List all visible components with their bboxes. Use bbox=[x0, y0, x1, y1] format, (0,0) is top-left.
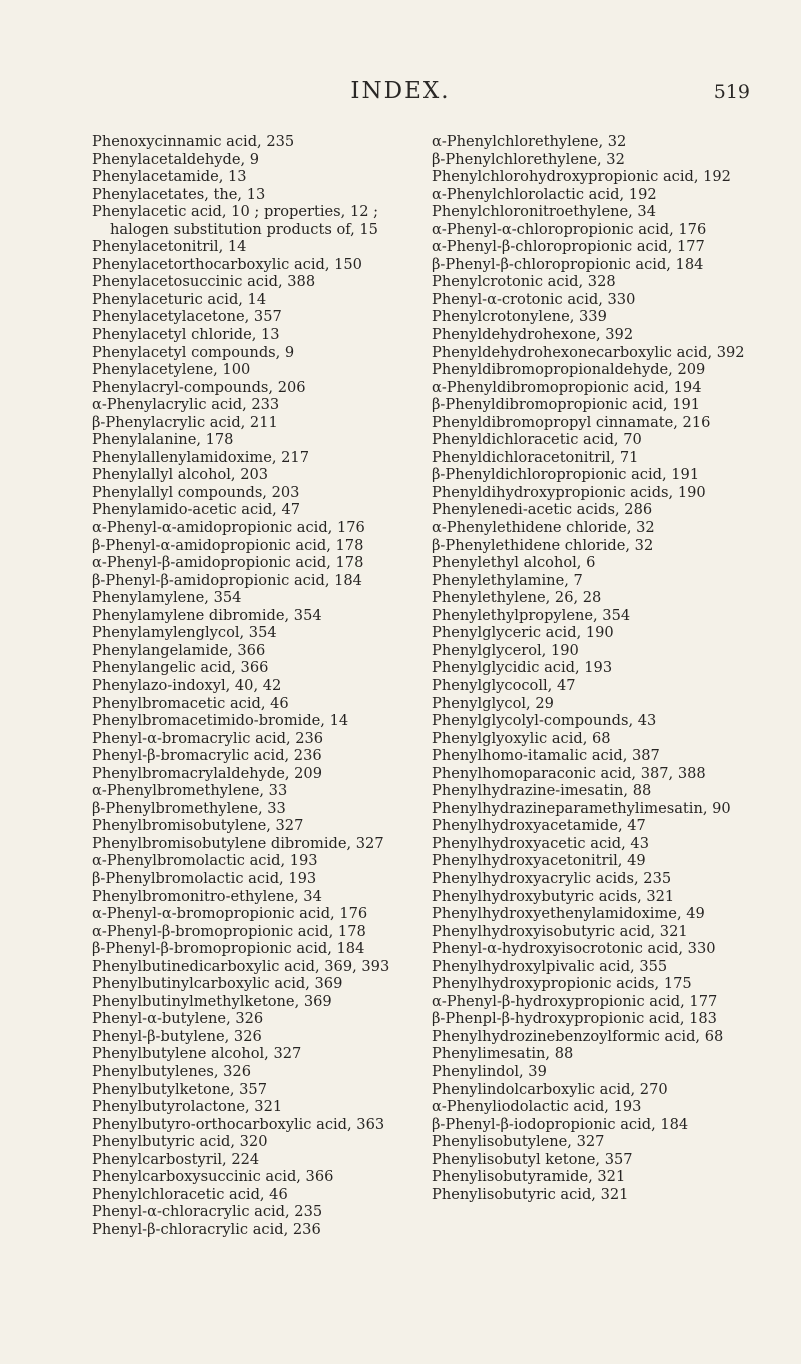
index-entry: Phenylbutylenes, 326 bbox=[92, 1062, 251, 1080]
index-entry: Phenylacetates, the, 13 bbox=[92, 185, 266, 203]
index-entry: Phenylhydroxyacrylic acids, 235 bbox=[432, 869, 672, 887]
index-entry: Phenylbromisobutylene dibromide, 327 bbox=[92, 834, 384, 852]
index-entry: α-Phenyl-α-bromopropionic acid, 176 bbox=[92, 905, 368, 923]
index-entry: α-Phenylbromethylene, 33 bbox=[92, 782, 288, 800]
index-entry: Phenyl-β-chloracrylic acid, 236 bbox=[92, 1220, 321, 1238]
index-entry: Phenylisobutyric acid, 321 bbox=[432, 1185, 629, 1203]
page-header bbox=[0, 78, 801, 108]
index-entry: Phenylhydroxypropionic acids, 175 bbox=[432, 975, 692, 993]
index-entry: β-Phenylbromolactic acid, 193 bbox=[92, 869, 317, 887]
index-entry: β-Phenyl-β-bromopropionic acid, 184 bbox=[92, 940, 365, 958]
index-entry: Phenylbromacrylaldehyde, 209 bbox=[92, 764, 322, 782]
index-entry: Phenylhydrozinebenzoylformic acid, 68 bbox=[432, 1027, 724, 1045]
index-entry: Phenylbromacetic acid, 46 bbox=[92, 694, 289, 712]
index-entry: Phenyl-α-butylene, 326 bbox=[92, 1010, 264, 1028]
index-entry: Phenylamylene, 354 bbox=[92, 589, 242, 607]
index-entry: Phenylhydroxyisobutyric acid, 321 bbox=[432, 922, 688, 940]
index-entry: Phenylbutyro-orthocarboxylic acid, 363 bbox=[92, 1115, 385, 1133]
index-entry: Phenylbutinylcarboxylic acid, 369 bbox=[92, 975, 343, 993]
index-entry: Phenylbutyric acid, 320 bbox=[92, 1133, 268, 1151]
index-entry: α-Phenyl-β-hydroxypropionic acid, 177 bbox=[432, 992, 718, 1010]
index-entry: Phenylacetaldehyde, 9 bbox=[92, 150, 260, 168]
index-entry: Phenylacetosuccinic acid, 388 bbox=[92, 273, 316, 291]
index-entry: α-Phenyl-β-amidopropionic acid, 178 bbox=[92, 554, 364, 572]
index-entry: Phenylhydrazineparamethylimesatin, 90 bbox=[432, 799, 731, 817]
index-entry: Phenylaceturic acid, 14 bbox=[92, 290, 267, 308]
index-entry: Phenylacetyl chloride, 13 bbox=[92, 326, 280, 344]
index-entry: Phenylglyceric acid, 190 bbox=[432, 624, 614, 642]
index-entry: Phenyl-α-bromacrylic acid, 236 bbox=[92, 729, 324, 747]
index-entry: Phenylacetyl compounds, 9 bbox=[92, 343, 295, 361]
index-entry: Phenyldichloracetonitril, 71 bbox=[432, 448, 639, 466]
index-entry: Phenylhomo-itamalic acid, 387 bbox=[432, 747, 660, 765]
index-entry: β-Phenyl-α-amidopropionic acid, 178 bbox=[92, 536, 364, 554]
index-entry: Phenylazo-indoxyl, 40, 42 bbox=[92, 676, 282, 694]
index-entry: Phenylacetonitril, 14 bbox=[92, 238, 247, 256]
index-entry: Phenylglycol, 29 bbox=[432, 694, 554, 712]
index-entry: Phenyldibromopropyl cinnamate, 216 bbox=[432, 413, 711, 431]
index-entry: Phenylacetorthocarboxylic acid, 150 bbox=[92, 255, 362, 273]
index-entry: Phenylindolcarboxylic acid, 270 bbox=[432, 1080, 668, 1098]
index-entry: Phenyldihydroxypropionic acids, 190 bbox=[432, 483, 706, 501]
index-entry: Phenylethylamine, 7 bbox=[432, 571, 583, 589]
index-entry: Phenylethylene, 26, 28 bbox=[432, 589, 602, 607]
index-entry: Phenylcarboxysuccinic acid, 366 bbox=[92, 1168, 334, 1186]
index-entry: Phenylbromisobutylene, 327 bbox=[92, 817, 304, 835]
index-entry: Phenylhydroxylpivalic acid, 355 bbox=[432, 957, 668, 975]
index-entry: Phenylacetylene, 100 bbox=[92, 361, 251, 379]
index-entry: Phenyldehydrohexonecarboxylic acid, 392 bbox=[432, 343, 745, 361]
index-entry: α-Phenyldibromopropionic acid, 194 bbox=[432, 378, 702, 396]
index-entry: Phenylallyl alcohol, 203 bbox=[92, 466, 269, 484]
index-column-right bbox=[432, 133, 777, 1203]
index-entry: Phenylglycidic acid, 193 bbox=[432, 659, 613, 677]
index-entry: α-Phenyl-β-bromopropionic acid, 178 bbox=[92, 922, 366, 940]
index-entry: Phenylangelamide, 366 bbox=[92, 641, 266, 659]
index-entry: β-Phenpl-β-hydroxypropionic acid, 183 bbox=[432, 1010, 717, 1028]
index-entry: Phenylbutinedicarboxylic acid, 369, 393 bbox=[92, 957, 390, 975]
index-entry: Phenyl-β-bromacrylic acid, 236 bbox=[92, 747, 322, 765]
index-entry: β-Phenyl-β-amidopropionic acid, 184 bbox=[92, 571, 362, 589]
index-entry: Phenylcarbostyril, 224 bbox=[92, 1150, 260, 1168]
index-entry: Phenylallyl compounds, 203 bbox=[92, 483, 300, 501]
index-entry: Phenyldichloracetic acid, 70 bbox=[432, 431, 642, 449]
index-entry: α-Phenyl-β-chloropropionic acid, 177 bbox=[432, 238, 705, 256]
index-entry: Phenylhydroxyethenylamidoxime, 49 bbox=[432, 905, 705, 923]
index-entry: Phenylhydroxyacetonitril, 49 bbox=[432, 852, 646, 870]
index-entry: Phenylangelic acid, 366 bbox=[92, 659, 269, 677]
index-entry: Phenylamylene dibromide, 354 bbox=[92, 606, 322, 624]
index-entry: Phenyl-α-hydroxyisocrotonic acid, 330 bbox=[432, 940, 716, 958]
index-entry: Phenylisobutyramide, 321 bbox=[432, 1168, 626, 1186]
index-entry: Phenylimesatin, 88 bbox=[432, 1045, 574, 1063]
index-entry: α-Phenylacrylic acid, 233 bbox=[92, 396, 280, 414]
index-entry: Phenylamido-acetic acid, 47 bbox=[92, 501, 301, 519]
index-entry: Phenylbutylketone, 357 bbox=[92, 1080, 267, 1098]
index-entry: Phenyl-β-butylene, 326 bbox=[92, 1027, 262, 1045]
index-entry: Phenylethyl alcohol, 6 bbox=[432, 554, 596, 572]
index-entry: Phenylhydrazine-imesatin, 88 bbox=[432, 782, 652, 800]
index-entry: Phenylcrotonic acid, 328 bbox=[432, 273, 616, 291]
index-entry: Phenylchlorohydroxypropionic acid, 192 bbox=[432, 168, 731, 186]
index-entry: Phenylchloracetic acid, 46 bbox=[92, 1185, 288, 1203]
index-entry: Phenylbutylene alcohol, 327 bbox=[92, 1045, 302, 1063]
index-entry: Phenylisobutyl ketone, 357 bbox=[432, 1150, 633, 1168]
index-entry: β-Phenyldichloropropionic acid, 191 bbox=[432, 466, 700, 484]
index-entry: Phenylacetamide, 13 bbox=[92, 168, 247, 186]
index-entry: Phenylalanine, 178 bbox=[92, 431, 234, 449]
index-entry: β-Phenylbromethylene, 33 bbox=[92, 799, 286, 817]
index-entry: α-Phenylbromolactic acid, 193 bbox=[92, 852, 318, 870]
index-entry: Phenylcrotonylene, 339 bbox=[432, 308, 607, 326]
index-entry: Phenylglycerol, 190 bbox=[432, 641, 579, 659]
index-entry: α-Phenylethidene chloride, 32 bbox=[432, 519, 655, 537]
index-entry: Phenylisobutylene, 327 bbox=[432, 1133, 605, 1151]
index-entry: α-Phenylchlorolactic acid, 192 bbox=[432, 185, 657, 203]
index-entry: Phenylglycolyl-compounds, 43 bbox=[432, 712, 657, 730]
index-entry: Phenylindol, 39 bbox=[432, 1062, 547, 1080]
page-title: INDEX. bbox=[350, 78, 451, 104]
index-entry: Phenyl-α-crotonic acid, 330 bbox=[432, 290, 636, 308]
index-entry: α-Phenyliodolactic acid, 193 bbox=[432, 1098, 642, 1116]
index-entry: Phenylbutinylmethylketone, 369 bbox=[92, 992, 332, 1010]
index-entry: Phenylbromonitro-ethylene, 34 bbox=[92, 887, 322, 905]
index-entry: Phenylbutyrolactone, 321 bbox=[92, 1098, 283, 1116]
index-entry: Phenylhydroxybutyric acids, 321 bbox=[432, 887, 675, 905]
index-entry: Phenylchloronitroethylene, 34 bbox=[432, 203, 656, 221]
page-number: 519 bbox=[713, 81, 750, 103]
index-entry: Phenylacryl-compounds, 206 bbox=[92, 378, 306, 396]
index-entry: Phenyl-α-chloracrylic acid, 235 bbox=[92, 1203, 323, 1221]
index-entry: α-Phenylchlorethylene, 32 bbox=[432, 133, 627, 150]
index-entry: Phenyldehydrohexone, 392 bbox=[432, 326, 634, 344]
index-entry: Phenylenedi-acetic acids, 286 bbox=[432, 501, 653, 519]
index-entry: β-Phenylethidene chloride, 32 bbox=[432, 536, 654, 554]
index-entry: α-Phenyl-α-chloropropionic acid, 176 bbox=[432, 220, 707, 238]
index-entry: Phenylacetic acid, 10 ; properties, 12 ; halogen substitution products of, 15 bbox=[92, 203, 379, 238]
index-entry: β-Phenylacrylic acid, 211 bbox=[92, 413, 278, 431]
index-entry: Phenylethylpropylene, 354 bbox=[432, 606, 631, 624]
index-entry: Phenylhydroxyacetamide, 47 bbox=[432, 817, 646, 835]
index-entry: Phenylacetylacetone, 357 bbox=[92, 308, 282, 326]
index-entry: α-Phenyl-α-amidopropionic acid, 176 bbox=[92, 519, 365, 537]
index-column-left bbox=[92, 133, 437, 1238]
index-entry: Phenylglycocoll, 47 bbox=[432, 676, 576, 694]
index-entry: β-Phenyl-β-chloropropionic acid, 184 bbox=[432, 255, 704, 273]
index-entry: β-Phenyl-β-iodopropionic acid, 184 bbox=[432, 1115, 689, 1133]
index-entry: Phenylbromacetimido-bromide, 14 bbox=[92, 712, 349, 730]
index-entry: Phenylhydroxyacetic acid, 43 bbox=[432, 834, 649, 852]
index-entry: Phenyldibromopropionaldehyde, 209 bbox=[432, 361, 706, 379]
index-entry: β-Phenylchlorethylene, 32 bbox=[432, 150, 625, 168]
index-entry: Phenylallenylamidoxime, 217 bbox=[92, 448, 309, 466]
index-entry: β-Phenyldibromopropionic acid, 191 bbox=[432, 396, 701, 414]
index-entry: Phenylhomoparaconic acid, 387, 388 bbox=[432, 764, 706, 782]
index-entry: Phenylglyoxylic acid, 68 bbox=[432, 729, 611, 747]
index-entry: Phenoxycinnamic acid, 235 bbox=[92, 133, 295, 150]
index-entry: Phenylamylenglycol, 354 bbox=[92, 624, 277, 642]
